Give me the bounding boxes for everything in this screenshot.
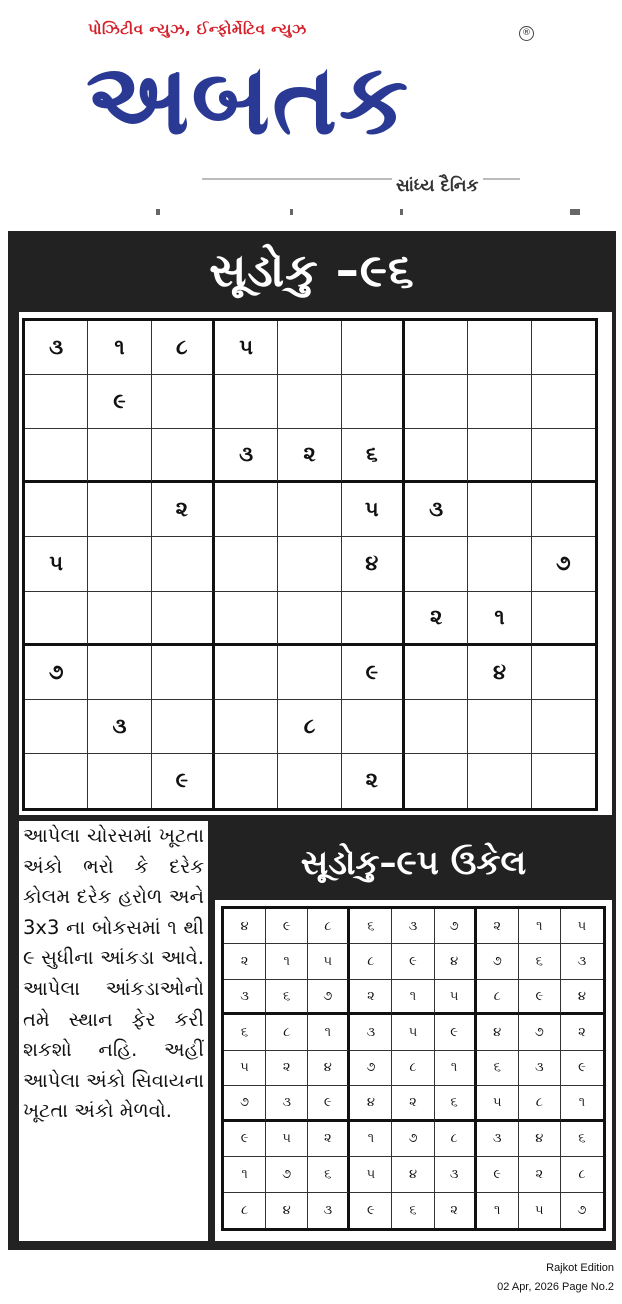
solution-cell-r9-c8: ૫ [519, 1193, 561, 1228]
solution-cell-r3-c5: ૧ [392, 980, 434, 1015]
sudoku-cell-r1-c1[interactable]: ૩ [25, 321, 88, 375]
sudoku-cell-r7-c5[interactable] [278, 646, 341, 700]
solution-cell-r9-c3: ૩ [308, 1193, 350, 1228]
sudoku-cell-r2-c3[interactable] [152, 375, 215, 429]
date-page-label: 02 Apr, 2026 Page No.2 [497, 1281, 614, 1293]
solution-cell-r9-c4: ૯ [350, 1193, 392, 1228]
solution-cell-r8-c4: ૫ [350, 1157, 392, 1192]
solution-cell-r5-c8: ૩ [519, 1051, 561, 1086]
sudoku-cell-r7-c7[interactable] [405, 646, 468, 700]
solution-cell-r6-c8: ૮ [519, 1086, 561, 1121]
solution-cell-r7-c7: ૩ [477, 1122, 519, 1157]
solution-cell-r2-c8: ૬ [519, 944, 561, 979]
edition-label: Rajkot Edition [546, 1262, 614, 1274]
masthead-subtitle: સાંધ્ય દૈનિક [392, 176, 483, 196]
solution-cell-r9-c9: ૭ [577, 1202, 587, 1218]
sudoku-cell-r2-c8[interactable] [468, 375, 531, 429]
solution-cell-r2-c4: ૮ [350, 944, 392, 979]
sudoku-cell-r9-c1[interactable] [25, 754, 88, 808]
page-footer [497, 1259, 614, 1297]
instructions-text: આપેલા ચોરસમાં ખૂટતા અંકો ભરો કે દરેક કોલમ દરેક હરોળ અને 3x3 ના બોકસમાં ૧ થી ૯ સુધીના આંકડા આવે. આપેલા આંકડાઓનો તમે સ્થાન ફેર કરી શકશો નહિ. અહીં આપેલા અંકો સિવાયના ખૂટતા અંકો મેળવો. [19, 821, 208, 1241]
sudoku-cell-r4-c9[interactable] [532, 483, 595, 537]
solution-cell-r2-c7: ૭ [477, 944, 519, 979]
solution-cell-r1-c3: ૮ [308, 909, 350, 944]
solution-title: સૂડોકુ–૯૫ ઉકેલ [300, 843, 527, 883]
sudoku-cell-r6-c4[interactable] [215, 592, 278, 646]
sudoku-cell-r1-c2[interactable]: ૧ [88, 321, 151, 375]
solution-cell-r5-c9: ૯ [561, 1051, 603, 1086]
sudoku-cell-r4-c3[interactable]: ૨ [152, 483, 215, 537]
sudoku-cell-r6-c9[interactable] [532, 592, 595, 646]
sudoku-cell-r9-c9[interactable] [532, 754, 595, 808]
solution-cell-r5-c7: ૬ [477, 1051, 519, 1086]
sudoku-cell-r8-c4[interactable] [215, 700, 278, 754]
solution-cell-r1-c9: ૫ [561, 909, 603, 944]
sudoku-cell-r9-c8[interactable] [468, 754, 531, 808]
sudoku-cell-r3-c8[interactable] [468, 429, 531, 483]
sudoku-cell-r2-c6[interactable] [342, 375, 405, 429]
solution-cell-r8-c5: ૪ [392, 1157, 434, 1192]
solution-cell-r4-c2: ૮ [266, 1015, 308, 1050]
sudoku-cell-r1-c5[interactable] [278, 321, 341, 375]
solution-cell-r8-c8: ૨ [519, 1157, 561, 1192]
sudoku-cell-r1-c8[interactable] [468, 321, 531, 375]
solution-cell-r6-c5: ૨ [392, 1086, 434, 1121]
solution-cell-r1-c4: ૬ [350, 909, 392, 944]
solution-cell-r5-c5: ૮ [392, 1051, 434, 1086]
solution-cell-r3-c6: ૫ [435, 980, 477, 1015]
solution-cell-r7-c9: ૬ [561, 1122, 603, 1157]
sudoku-cell-r9-c5[interactable] [278, 754, 341, 808]
solution-cell-r8-c9: ૮ [561, 1157, 603, 1192]
solution-cell-r4-c5: ૫ [392, 1015, 434, 1050]
sudoku-cell-r8-c7[interactable] [405, 700, 468, 754]
solution-cell-r2-c1: ૨ [224, 944, 266, 979]
solution-cell-r7-c1: ૯ [224, 1122, 266, 1157]
sudoku-cell-r2-c1[interactable] [25, 375, 88, 429]
sudoku-cell-r5-c2[interactable] [88, 537, 151, 591]
registered-mark-icon: ® [519, 26, 534, 41]
sudoku-cell-r8-c9[interactable] [532, 700, 595, 754]
sudoku-cell-r7-c3[interactable] [152, 646, 215, 700]
sudoku-cell-r9-c4[interactable] [215, 754, 278, 808]
sudoku-cell-r4-c8[interactable] [468, 483, 531, 537]
solution-cell-r3-c7: ૮ [477, 980, 519, 1015]
sudoku-cell-r3-c3[interactable] [152, 429, 215, 483]
solution-cell-r7-c5: ૭ [392, 1122, 434, 1157]
solution-cell-r1-c2: ૯ [266, 909, 308, 944]
solution-cell-r2-c2: ૧ [266, 944, 308, 979]
sudoku-cell-r4-c4[interactable] [215, 483, 278, 537]
solution-cell-r3-c8: ૯ [519, 980, 561, 1015]
solution-cell-r4-c1: ૬ [224, 1015, 266, 1050]
sudoku-cell-r1-c7[interactable] [405, 321, 468, 375]
sudoku-cell-r5-c6[interactable]: ૪ [342, 537, 405, 591]
solution-cell-r5-c1: ૫ [224, 1051, 266, 1086]
solution-grid [221, 906, 606, 1231]
sudoku-cell-r7-c9[interactable] [532, 646, 595, 700]
sudoku-cell-r5-c3[interactable] [152, 537, 215, 591]
solution-cell-r5-c6: ૧ [435, 1051, 477, 1086]
sudoku-cell-r1-c3[interactable]: ૮ [152, 321, 215, 375]
solution-cell-r4-c9: ૨ [561, 1015, 603, 1050]
solution-cell-r2-c3: ૫ [308, 944, 350, 979]
solution-cell-r5-c2: ૨ [266, 1051, 308, 1086]
solution-cell-r9-c7: ૧ [477, 1193, 519, 1228]
sudoku-cell-r4-c6[interactable]: ૫ [342, 483, 405, 537]
solution-cell-r9-c5: ૬ [392, 1193, 434, 1228]
sudoku-cell-r3-c9[interactable] [532, 429, 595, 483]
solution-cell-r8-c7: ૯ [477, 1157, 519, 1192]
sudoku-cell-r3-c6[interactable]: ૬ [342, 429, 405, 483]
solution-cell-r3-c2: ૬ [266, 980, 308, 1015]
solution-cell-r7-c2: ૫ [266, 1122, 308, 1157]
solution-cell-r6-c4: ૪ [350, 1086, 392, 1121]
sudoku-cell-r5-c4[interactable] [215, 537, 278, 591]
solution-cell-r6-c6: ૬ [435, 1086, 477, 1121]
solution-cell-r5-c4: ૭ [350, 1051, 392, 1086]
sudoku-cell-r2-c9[interactable] [532, 375, 595, 429]
sudoku-cell-r3-c5[interactable]: ૨ [278, 429, 341, 483]
sudoku-cell-r3-c1[interactable] [25, 429, 88, 483]
solution-cell-r9-c2: ૪ [266, 1193, 308, 1228]
solution-cell-r8-c2: ૭ [266, 1157, 308, 1192]
sudoku-cell-r2-c5[interactable] [278, 375, 341, 429]
solution-cell-r1-c7: ૨ [477, 909, 519, 944]
masthead-tagline: પોઝિટીવ ન્યુઝ, ઈન્ફોર્મેટિવ ન્યુઝ [88, 20, 307, 38]
solution-cell-r4-c3: ૧ [308, 1015, 350, 1050]
sudoku-cell-r9-c6[interactable]: ૨ [342, 754, 405, 808]
solution-cell-r1-c6: ૭ [435, 909, 477, 944]
sudoku-cell-r1-c4[interactable]: ૫ [215, 321, 278, 375]
solution-cell-r3-c1: ૩ [224, 980, 266, 1015]
sudoku-cell-r8-c2[interactable]: ૩ [88, 700, 151, 754]
solution-cell-r1-c5: ૩ [392, 909, 434, 944]
puzzle-title-bar [8, 231, 616, 311]
sudoku-cell-r4-c7[interactable]: ૩ [405, 483, 468, 537]
sudoku-cell-r1-c6[interactable] [342, 321, 405, 375]
solution-cell-r6-c2: ૩ [266, 1086, 308, 1121]
sudoku-cell-r6-c5[interactable] [278, 592, 341, 646]
solution-cell-r6-c7: ૫ [477, 1086, 519, 1121]
sudoku-cell-r6-c2[interactable] [88, 592, 151, 646]
sudoku-cell-r4-c1[interactable] [25, 483, 88, 537]
solution-cell-r9-c6: ૨ [435, 1193, 477, 1228]
solution-cell-r7-c8: ૪ [519, 1122, 561, 1157]
sudoku-cell-r6-c8[interactable]: ૧ [468, 592, 531, 646]
sudoku-cell-r5-c5[interactable] [278, 537, 341, 591]
solution-cell-r6-c1: ૭ [224, 1086, 266, 1121]
solution-cell-r6-c3: ૯ [308, 1086, 350, 1121]
sudoku-cell-r3-c4[interactable]: ૩ [215, 429, 278, 483]
sudoku-cell-r1-c9[interactable] [532, 321, 595, 375]
sudoku-cell-r9-c3[interactable]: ૯ [152, 754, 215, 808]
sudoku-cell-r7-c1[interactable]: ૭ [25, 646, 88, 700]
masthead [0, 0, 622, 222]
sudoku-cell-r7-c6[interactable]: ૯ [342, 646, 405, 700]
sudoku-cell-r9-c7[interactable] [405, 754, 468, 808]
solution-cell-r2-c6: ૪ [435, 944, 477, 979]
puzzle-title: સૂડોકુ –૯૬ [209, 243, 415, 297]
sudoku-cell-r7-c8[interactable]: ૪ [468, 646, 531, 700]
decorative-border-icon [150, 208, 590, 216]
solution-cell-r2-c9: ૩ [561, 944, 603, 979]
sudoku-cell-r4-c5[interactable] [278, 483, 341, 537]
sudoku-cell-r4-c2[interactable] [88, 483, 151, 537]
sudoku-cell-r6-c7[interactable]: ૨ [405, 592, 468, 646]
solution-cell-r4-c7: ૪ [477, 1015, 519, 1050]
solution-cell-r9-c1: ૮ [224, 1193, 266, 1228]
solution-cell-r5-c3: ૪ [308, 1051, 350, 1086]
solution-cell-r6-c9: ૧ [561, 1086, 603, 1121]
sudoku-grid[interactable] [22, 318, 598, 811]
sudoku-cell-r2-c4[interactable] [215, 375, 278, 429]
sudoku-cell-r8-c5[interactable]: ૮ [278, 700, 341, 754]
solution-cell-r3-c4: ૨ [350, 980, 392, 1015]
solution-cell-r3-c3: ૭ [308, 980, 350, 1015]
sudoku-cell-r7-c2[interactable] [88, 646, 151, 700]
solution-cell-r7-c3: ૨ [308, 1122, 350, 1157]
solution-cell-r3-c9: ૪ [561, 980, 603, 1015]
sudoku-cell-r5-c8[interactable] [468, 537, 531, 591]
solution-cell-r4-c8: ૭ [519, 1015, 561, 1050]
sudoku-cell-r3-c2[interactable] [88, 429, 151, 483]
sudoku-cell-r5-c7[interactable] [405, 537, 468, 591]
solution-cell-r7-c6: ૮ [435, 1122, 477, 1157]
sudoku-cell-r6-c3[interactable] [152, 592, 215, 646]
sudoku-cell-r2-c7[interactable] [405, 375, 468, 429]
solution-cell-r8-c6: ૩ [435, 1157, 477, 1192]
solution-cell-r4-c4: ૩ [350, 1015, 392, 1050]
sudoku-cell-r9-c2[interactable] [88, 754, 151, 808]
sudoku-cell-r6-c1[interactable] [25, 592, 88, 646]
solution-cell-r1-c8: ૧ [519, 909, 561, 944]
sudoku-cell-r8-c1[interactable] [25, 700, 88, 754]
sudoku-cell-r7-c4[interactable] [215, 646, 278, 700]
sudoku-cell-r8-c8[interactable] [468, 700, 531, 754]
sudoku-cell-r5-c9[interactable]: ૭ [532, 537, 595, 591]
solution-title-bar [215, 826, 612, 900]
solution-cell-r2-c5: ૯ [392, 944, 434, 979]
solution-cell-r7-c4: ૧ [350, 1122, 392, 1157]
sudoku-cell-r2-c2[interactable]: ૯ [88, 375, 151, 429]
sudoku-cell-r6-c6[interactable] [342, 592, 405, 646]
solution-cell-r4-c6: ૯ [435, 1015, 477, 1050]
sudoku-cell-r5-c1[interactable]: ૫ [25, 537, 88, 591]
solution-cell-r8-c3: ૬ [308, 1157, 350, 1192]
sudoku-cell-r8-c3[interactable] [152, 700, 215, 754]
solution-cell-r8-c1: ૧ [224, 1157, 266, 1192]
newspaper-logo: અબતક [86, 43, 411, 157]
sudoku-cell-r3-c7[interactable] [405, 429, 468, 483]
sudoku-cell-r8-c6[interactable] [342, 700, 405, 754]
solution-cell-r1-c1: ૪ [224, 909, 266, 944]
